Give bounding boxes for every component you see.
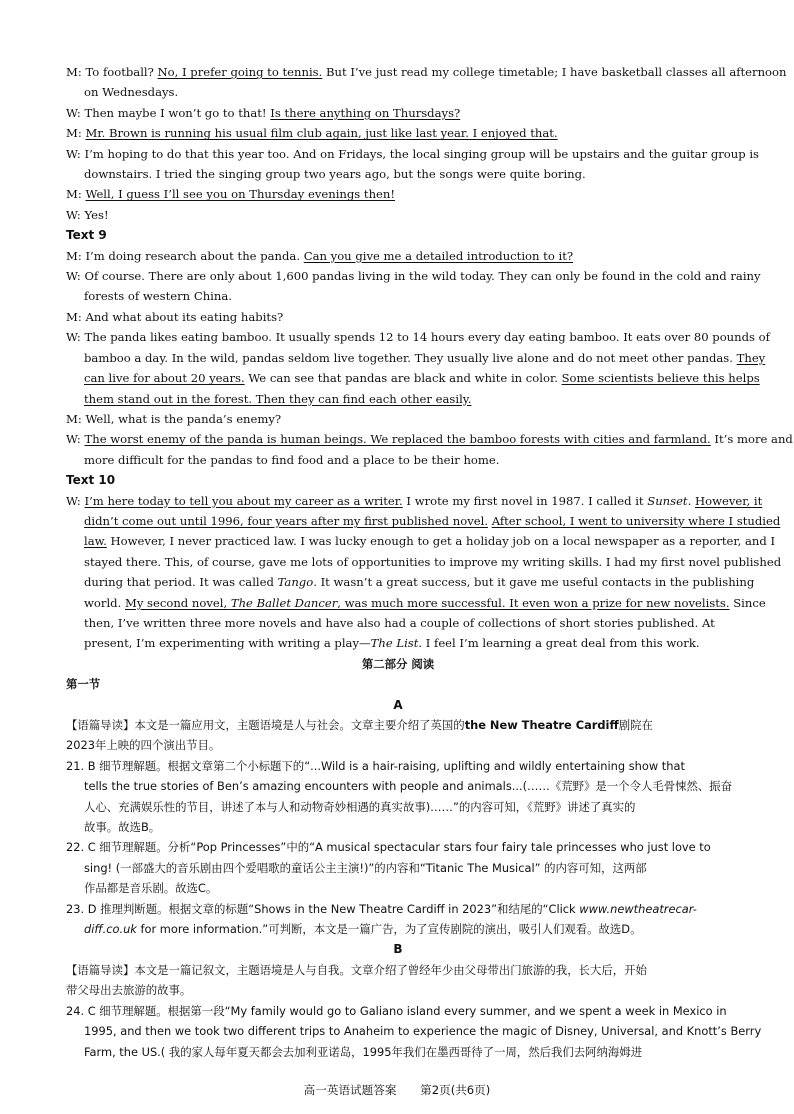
section-one-heading: 第一节 <box>66 677 101 692</box>
dialog-line: M: Mr. Brown is running his usual film club again, just like last year. I enjoyed that. <box>66 126 558 141</box>
text9-heading: Text 9 <box>66 228 107 243</box>
dialog-line: M: Well, I guess I’ll see you on Thursday evenings then! <box>66 187 396 202</box>
dialog-line: W: The worst enemy of the panda is human beings. We replaced the bamboo forests with cities and farmland. It’s more and <box>66 432 793 447</box>
answer-line: 故事。故选B。 <box>84 820 161 835</box>
answer-line: tells the true stories of Ben’s amazing encounters with people and animals...(……《荒野》是一个令人毛骨悚然、振奋 <box>84 779 733 794</box>
dialog-line: W: The panda likes eating bamboo. It usually spends 12 to 14 hours every day eating bamboo. It eats over 80 pounds of <box>66 330 770 345</box>
passage-a-heading: A <box>393 697 403 712</box>
answer-key-page <box>66 62 793 1062</box>
dialog-line: them stand out in the forest. Then they can find each other easily. <box>84 391 472 406</box>
dialog-line: M: Well, what is the panda’s enemy? <box>66 411 282 426</box>
text10-line: world. My second novel, The Ballet Dancer, was much more successful. It even won a prize for new novelists. Since <box>84 595 766 610</box>
answer-line: Farm, the US.( 我的家人每年夏天都会去加利亚诺岛，1995年我们在墨西哥待了一周，然后我们去阿纳海姆进 <box>84 1044 643 1059</box>
text10-line: during that period. It was called Tango. It wasn’t a great success, but it gave me useful contacts in the publishing <box>84 575 755 590</box>
dialog-line: downstairs. I tried the singing group two years ago, but the songs were quite boring. <box>84 167 586 182</box>
text10-line: law. However, I never practiced law. I was lucky enough to get a holiday job on a local newspaper as a reporter, and I <box>84 534 776 549</box>
dialog-text9 <box>66 246 793 470</box>
part-two-heading: 第二部分 阅读 <box>361 656 435 671</box>
answer-23 <box>66 899 730 940</box>
answer-22 <box>66 837 730 898</box>
answer-line: sing! (一部盛大的音乐剧由四个爱唱歌的童话公主主演!)”的内容和“Titanic The Musical” 的内容可知，这两部 <box>84 860 647 875</box>
dialog-line: W: Then maybe I won’t go to that! Is there anything on Thursdays? <box>66 105 461 120</box>
dialog-line: W: Yes! <box>66 207 109 222</box>
passage-b-heading: B <box>393 942 403 957</box>
answer-line: 24. C 细节理解题。根据第一段“My family would go to Galiano island every summer, and we spent a week in Mexico in <box>66 1003 727 1018</box>
answer-line: diff.co.uk for more information.”可判断，本文是一篇广告，为了宣传剧院的演出，吸引人们观看。故选D。 <box>84 922 642 937</box>
text10-line: present, I’m experimenting with writing a play—The List. I feel I’m learning a great deal from this work. <box>84 636 700 651</box>
text10-line: then, I’ve written three more novels and have also had a couple of collections of short stories published. At <box>84 615 715 630</box>
dialog-line: on Wednesdays. <box>84 85 179 100</box>
footer-subject: 高一英语试题答案 <box>303 1083 397 1097</box>
answer-21 <box>66 756 733 838</box>
dialog-line: M: And what about its eating habits? <box>66 309 284 324</box>
passage-a-intro: 【语篇导读】本文是一篇应用文，主题语境是人与社会。文章主要介绍了英国的the New Theatre Cardiff剧院在 <box>66 718 653 732</box>
dialog-line: W: Of course. There are only about 1,600 pandas living in the wild today. They can only be found in the cold and rainy <box>66 269 761 284</box>
dialog-line: can live for about 20 years. We can see that pandas are black and white in color. Some scientists believe this helps <box>84 371 760 386</box>
dialog-line: forests of western China. <box>84 289 232 304</box>
dialog-line: bamboo a day. In the wild, pandas seldom live together. They usually live alone and do not meet other pandas. They <box>84 350 766 365</box>
answer-line: 22. C 细节理解题。分析“Pop Princesses”中的“A musical spectacular stars four fairy tale princesses who just love to <box>66 840 711 855</box>
page-footer <box>0 1082 794 1098</box>
dialog-line: W: I’m hoping to do that this year too. And on Fridays, the local singing group will be upstairs and the guitar group is <box>66 146 759 161</box>
dialog-text8-continued <box>66 62 787 225</box>
answer-line: 23. D 推理判断题。根据文章的标题“Shows in the New Theatre Cardiff in 2023”和结尾的“Click www.newtheatrecar- <box>66 901 697 916</box>
answer-24 <box>66 1001 762 1062</box>
text10-line: W: I’m here today to tell you about my career as a writer. I wrote my first novel in 1987. I called it Sunset. However, it <box>66 493 763 508</box>
monologue-text10 <box>66 491 782 654</box>
footer-page-number: 第2页(共6页) <box>420 1083 491 1097</box>
answer-line: 1995, and then we took two different trips to Anaheim to experience the magic of Disney, Universal, and Knott’s Berry <box>84 1024 762 1039</box>
text10-heading: Text 10 <box>66 473 116 488</box>
text10-line: didn’t come out until 1996, four years after my first published novel. After school, I went to university where I studied <box>84 513 781 528</box>
dialog-line: more difficult for the pandas to find food and a place to be their home. <box>84 452 500 467</box>
passage-a-intro: 2023年上映的四个演出节目。 <box>66 738 221 753</box>
passage-b-intro: 带父母出去旅游的故事。 <box>66 983 192 998</box>
answer-line: 21. B 细节理解题。根据文章第二个小标题下的“...Wild is a hair-raising, uplifting and wildly entertaining show that <box>66 758 685 773</box>
dialog-line: M: To football? No, I prefer going to tennis. But I’ve just read my college timetable; I have basketball classes all afternoon <box>66 65 787 79</box>
answer-line: 人心、充满娱乐性的节目，讲述了本与人和动物奇妙相遇的真实故事)……”的内容可知，《荒野》讲述了真实的 <box>84 799 636 814</box>
answer-line: 作品都是音乐剧。故选C。 <box>84 881 218 896</box>
text10-line: stayed there. This, of course, gave me lots of opportunities to improve my writing skills. I had my first novel published <box>84 554 782 569</box>
dialog-line: M: I’m doing research about the panda. Can you give me a detailed introduction to it? <box>66 248 574 263</box>
passage-b-intro: 【语篇导读】本文是一篇记叙文，主题语境是人与自我。文章介绍了曾经年少由父母带出门旅游的我，长大后，开始 <box>66 962 647 977</box>
